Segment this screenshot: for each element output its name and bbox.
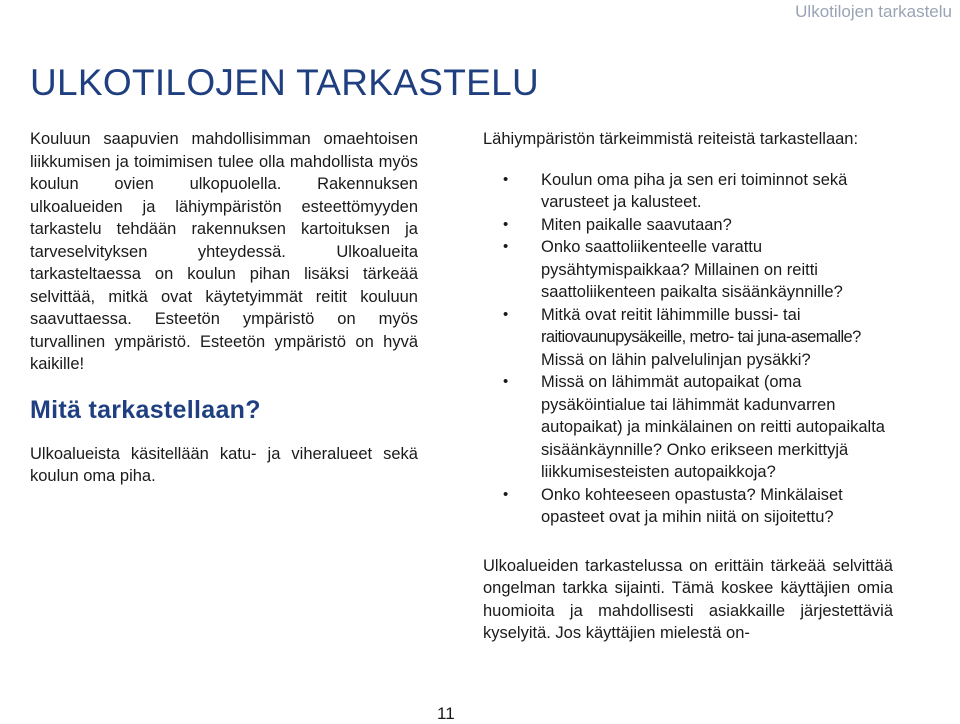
list-item-text: raitiovaunupysäkeille, metro- tai juna-asemalle? (541, 328, 861, 346)
running-header: Ulkotilojen tarkastelu (795, 2, 952, 21)
list-item-text: Onko saattoliikenteelle varattu pysähtymispaikkaa? Millainen on reitti saattoliikenteen paikalta sisäänkäynnille? (541, 238, 843, 301)
lead-paragraph: Lähiympäristön tärkeimmistä reiteistä tarkastellaan: (483, 130, 859, 148)
list-item-text: Missä on lähin palvelulinjan pysäkki? (541, 350, 811, 369)
list-item (483, 214, 893, 237)
bullet-icon: • (503, 215, 509, 233)
right-column (483, 128, 893, 645)
page-number: 11 (437, 704, 455, 723)
intro-paragraph: Kouluun saapuvien mahdollisimman omaehtoisen liikkumisen ja toimimisen tulee olla mahdollista myös koulun ovien ulkopuolella. Rakennuksen ulkoalueiden ja lähiympäristön esteettömyyden tarkastelu tehdään rakennuksen kartoituksen ja tarveselvityksen yhteydessä. Ulkoalueita tarkasteltaessa on koulun pihan lisäksi tärkeää selvittää, mitkä ovat käytetyimmät reitit kouluun saavuttaessa. Esteetön ympäristö on myös turvallinen ympäristö. Esteetön ympäristö on hyvä kaikille! (30, 130, 418, 373)
bullet-icon: • (503, 373, 509, 390)
list-item (483, 304, 893, 372)
scope-paragraph: Ulkoalueista käsitellään katu- ja viheralueet sekä koulun oma piha. (30, 444, 418, 485)
bullet-icon: • (503, 305, 509, 323)
closing-paragraph: Ulkoalueiden tarkastelussa on erittäin tärkeää selvittää ongelman tarkka sijainti. Tämä koskee käyttäjien omia huomioita ja mahdollisesti asiakkaille järjestettäviä kyselyitä. Jos käyttäjien mielestä on- (483, 556, 893, 642)
list-item (483, 236, 893, 304)
list-item (483, 484, 893, 529)
bullet-icon: • (503, 170, 509, 188)
checklist (483, 169, 893, 529)
list-item-text: Onko kohteeseen opastusta? Minkälaiset opasteet ovat ja mihin niitä on sijoitettu? (541, 485, 843, 526)
left-column (30, 128, 418, 488)
list-item-text: Missä on lähimmät autopaikat (oma pysäköintialue tai lähimmät kadunvarren autopaikat) ja minkälainen on reitti autopaikalta sisäänkäynnille? Onko erikseen merkittyjä liikkumisesteisten autopaikkoja? (541, 373, 885, 481)
list-item-text: Mitkä ovat reitit lähimmille bussi- tai (541, 305, 801, 324)
list-item (483, 169, 893, 214)
bullet-icon: • (503, 238, 509, 255)
list-item (483, 371, 893, 484)
list-item-text: Miten paikalle saavutaan? (541, 215, 732, 234)
list-item-text: Koulun oma piha ja sen eri toiminnot sekä varusteet ja kalusteet. (541, 170, 848, 211)
bullet-icon: • (503, 485, 509, 503)
page-title: ULKOTILOJEN TARKASTELU (30, 62, 539, 103)
section-heading: Mitä tarkastellaan? (30, 395, 261, 424)
